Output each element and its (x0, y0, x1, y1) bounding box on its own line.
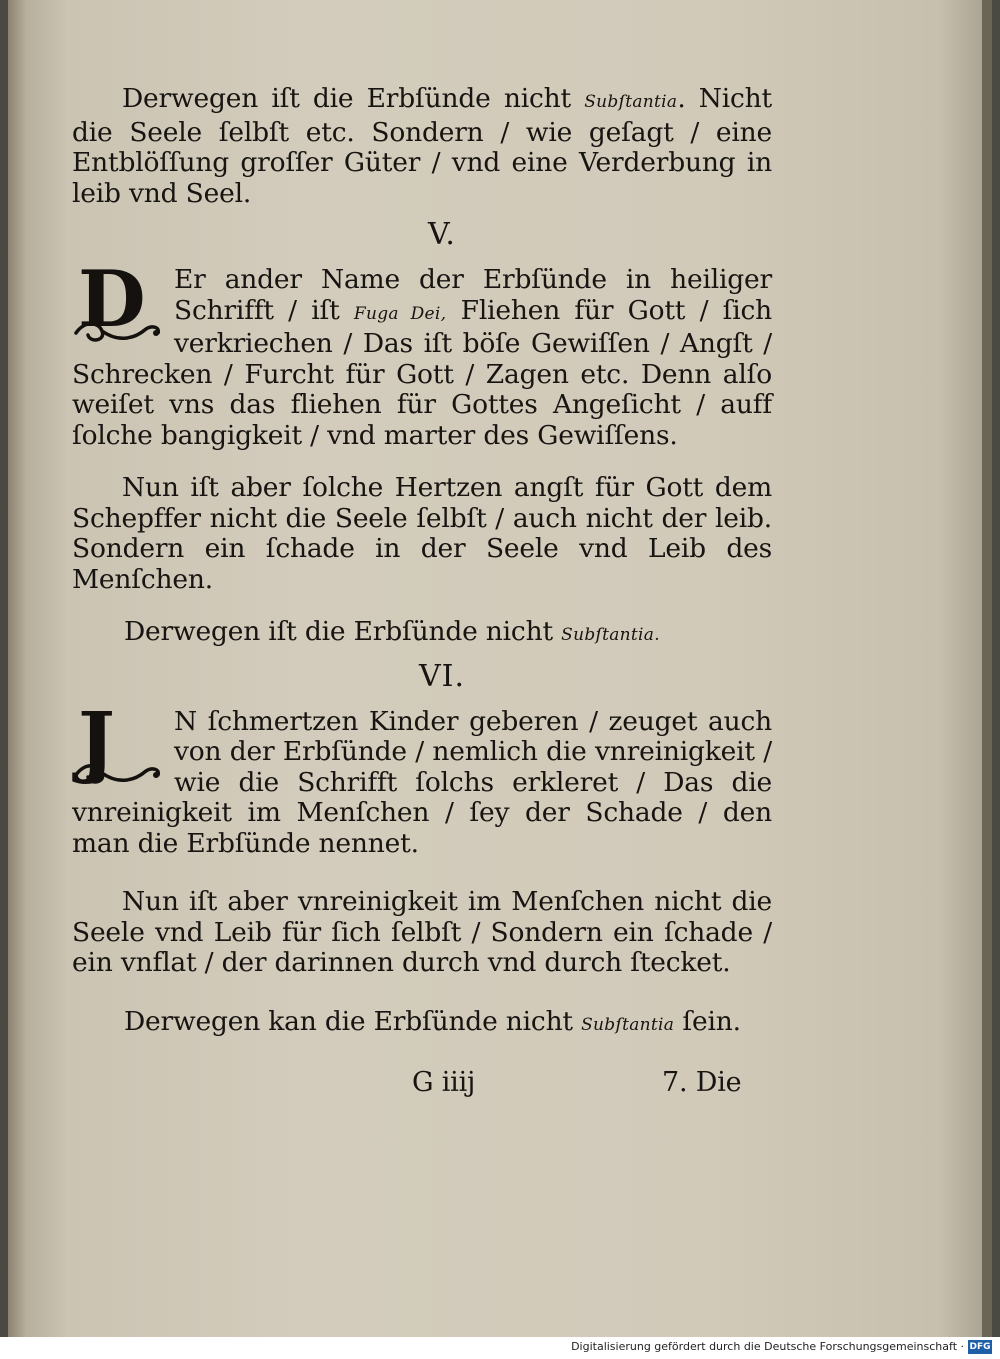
section-heading-v: V. (428, 217, 456, 252)
conclusion-line-1: Derwegen iſt die Erbſünde nicht Subſtantia. (124, 616, 660, 647)
page-foot (72, 1068, 772, 1108)
latin-term: Subſtantia. (561, 625, 660, 645)
latin-term: Subſtantia (581, 1014, 675, 1035)
page-text-block (72, 84, 772, 1108)
paragraph-4: J N ſchmertzen Kinder geberen / zeuget auch von der Erbſünde / nemlich die vnreinigkeit / wie die Schrifft ſolchs erkleret / Das die vnreinigkeit im Menſchen / ſey der Schade / den man die Erbſünde nennet. (72, 695, 772, 859)
catchword: 7. Die (662, 1067, 742, 1098)
drop-cap-letter: D (78, 254, 146, 345)
drop-cap-letter: J (78, 695, 115, 787)
paragraph-3: Nun iſt aber ſolche Hertzen angſt für Gott dem Schepffer nicht die Seele ſelbſt / auch nicht der leib. Sondern ein ſchade in der Seele vnd Leib des Menſchen. (72, 472, 772, 595)
latin-term: Fuga Dei, (353, 303, 447, 324)
latin-term: Subſtantia (584, 92, 678, 112)
paragraph-1: Derwegen iſt die Erbſünde nicht Subſtantia. Nicht die Seele ſelbſt etc. Sondern / wie geſagt / eine Entblöſſung groſſer Güter / vnd eine Verderbung in leib vnd Seel. (72, 83, 772, 209)
page-edge (982, 0, 992, 1337)
conclusion-line-2: Derwegen kan die Erbſünde nicht Subſtantia ſein. (124, 1005, 741, 1037)
signature-mark: G iiij (412, 1067, 476, 1098)
flourish-ornament-icon (72, 759, 164, 789)
drop-cap-initial (72, 254, 168, 353)
section-heading-vi: VI. (418, 658, 466, 694)
paragraph-2: D Er ander Name der Erbſünde in heiliger Schrifft / iſt Fuga Dei, Fliehen für Gott / ſich verkriechen / Das iſt böſe Gewiſſen / Angſt / Schrecken / Furcht für Gott / Zagen etc. Denn alſo weiſet vns das fliehen für Gottes Angeſicht / auff ſolche bangigkeit / vnd marter des Gewiſſens. (72, 254, 772, 451)
funding-credit: Digitalisierung gefördert durch die Deutsche Forschungsgemeinschaft · (571, 1340, 964, 1353)
flourish-ornament-icon (72, 317, 164, 347)
drop-cap-initial (72, 695, 168, 795)
paragraph-5: Nun iſt aber vnreinigkeit im Menſchen nicht die Seele vnd Leib für ſich ſelbſt / Sondern ein ſchade / ein vnflat / der darinnen durch vnd durch ſtecket. (72, 886, 772, 978)
credit-bar (0, 1337, 1000, 1359)
dfg-logo: DFG (969, 1342, 991, 1352)
